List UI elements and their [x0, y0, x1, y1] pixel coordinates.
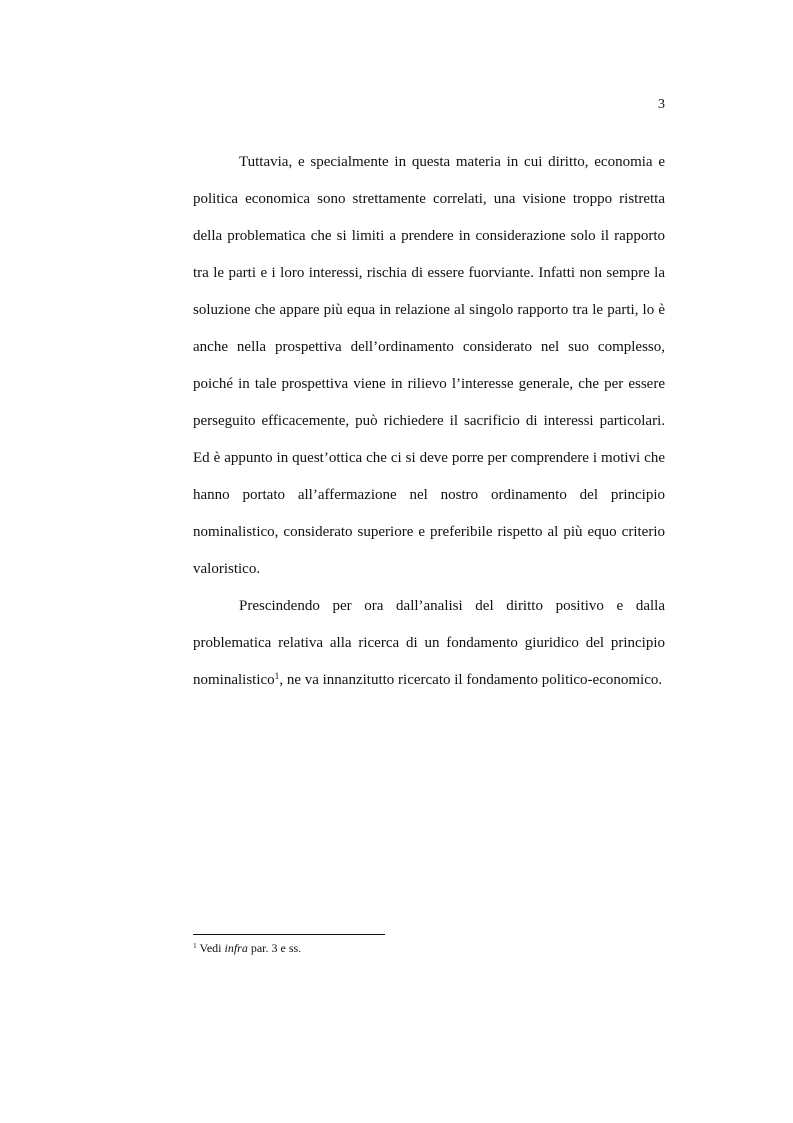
footnote-text-after: par. 3 e ss. — [247, 941, 302, 955]
footnote-italic-text: infra — [224, 941, 248, 955]
paragraph-2 — [193, 588, 665, 699]
body-text — [193, 144, 665, 699]
footnote-text-before: Vedi — [199, 941, 225, 955]
paragraph-2-text-before-ref: Prescindendo per ora dall’analisi del diritto positivo e dalla problematica relativa alla ricerca di un fondamento giuridico del principio nominalistico — [193, 598, 665, 688]
paragraph-1: Tuttavia, e specialmente in questa materia in cui diritto, economia e politica economica sono strettamente correlati, una visione troppo ristretta della problematica che si limiti a prendere in considerazione solo il rapporto tra le parti e i loro interessi, rischia di essere fuorviante. Infatti non sempre la soluzione che appare più equa in relazione al singolo rapporto tra le parti, lo è anche nella prospettiva dell’ordinamento considerato nel suo complesso, poiché in tale prospettiva viene in rilievo l’interesse generale, che per essere perseguito efficacemente, può richiedere il sacrificio di interessi particolari. Ed è appunto in quest’ottica che ci si deve porre per comprendere i motivi che hanno portato all’affermazione nel nostro ordinamento del principio nominalistico, considerato superiore e preferibile rispetto al più equo criterio valoristico. — [193, 154, 665, 577]
footnote — [193, 940, 665, 956]
paragraph-2-text-after-ref: , ne va innanzitutto ricercato il fondamento politico-economico. — [279, 672, 663, 688]
page-number: 3 — [658, 97, 665, 112]
footnote-divider — [193, 934, 385, 935]
footnote-number: 1 — [193, 940, 197, 950]
footnote-reference[interactable]: 1 — [274, 671, 280, 682]
